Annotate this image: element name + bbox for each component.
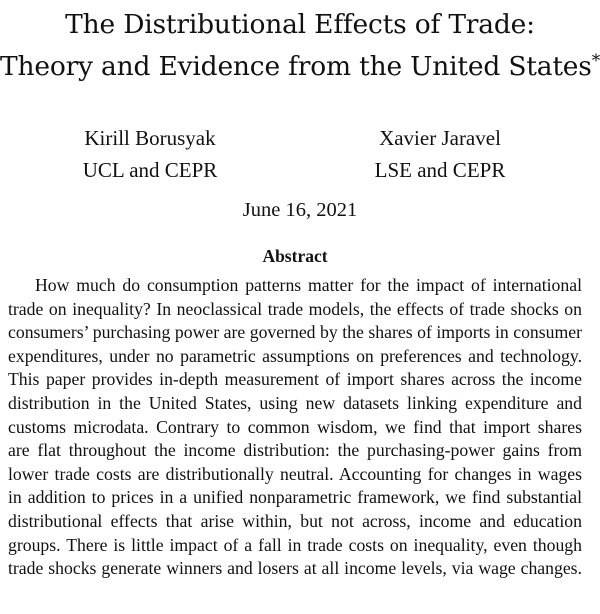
paper-title	[0, 4, 600, 88]
abstract-line: customs microdata. Contrary to common wisdom, we find that import shares	[8, 416, 582, 437]
title-line-2	[0, 46, 600, 88]
title-line-2-text: Theory and Evidence from the United States	[0, 51, 592, 82]
author-block-1	[50, 122, 250, 186]
author-block-2	[340, 122, 540, 186]
abstract-line: distribution in the United States, using new datasets linking expenditure and	[8, 392, 582, 413]
title-footnote-mark: *	[591, 51, 600, 71]
abstract-line: trade on inequality? In neoclassical trade models, the effects of trade shocks on	[8, 298, 582, 319]
author-affiliation: UCL and CEPR	[82, 158, 218, 182]
publication-date: June 16, 2021	[242, 199, 358, 221]
abstract-line: in addition to prices in a unified nonparametric framework, we find substantial	[8, 487, 582, 508]
author-name: Xavier Jaravel	[379, 126, 501, 150]
abstract-body	[8, 274, 582, 581]
author-affiliation: LSE and CEPR	[374, 158, 506, 182]
abstract-heading: Abstract	[262, 246, 328, 266]
title-line-1: The Distributional Effects of Trade:	[65, 9, 535, 40]
abstract-line: lower trade costs are distributionally neutral. Accounting for changes in wages	[8, 463, 582, 484]
abstract-line: expenditures, under no parametric assumptions on preferences and technology.	[8, 345, 582, 366]
abstract-line: consumers’ purchasing power are governed by the shares of imports in consumer	[8, 322, 582, 343]
abstract-line: are flat throughout the income distribution: the purchasing-power gains from	[8, 440, 582, 461]
abstract-line: distributional effects that arise within, but not across, income and education	[8, 510, 582, 531]
abstract-line: groups. There is little impact of a fall in trade costs on inequality, even though	[8, 534, 582, 555]
abstract-line: This paper provides in-depth measurement of import shares across the income	[8, 369, 582, 390]
author-name: Kirill Borusyak	[84, 126, 216, 150]
abstract-line: trade shocks generate winners and losers at all income levels, via wage changes.	[8, 558, 582, 579]
abstract-line: How much do consumption patterns matter for the impact of international	[35, 275, 582, 295]
